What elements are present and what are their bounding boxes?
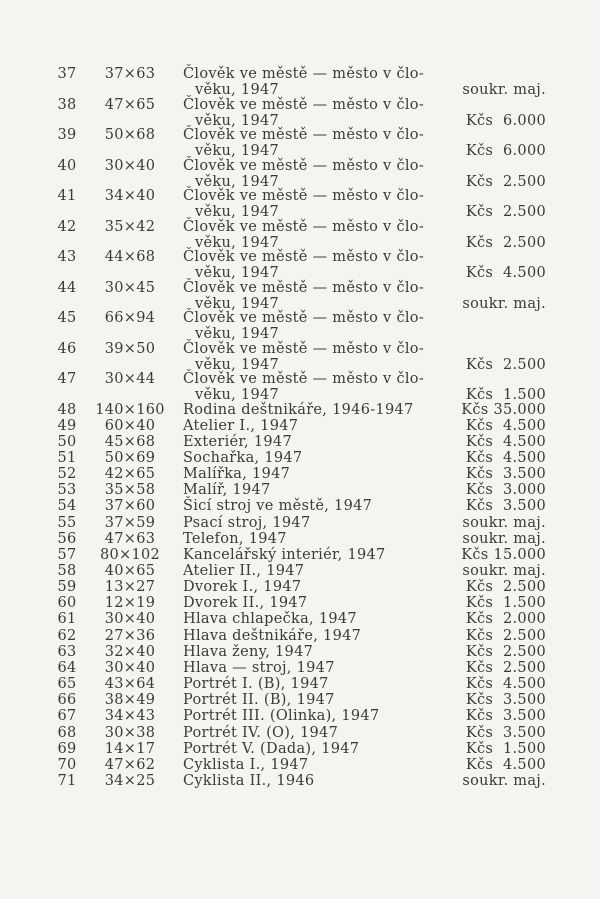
entry-dimensions: 66×94 xyxy=(104,310,156,326)
entry-dimensions: 30×40 xyxy=(104,157,156,174)
entry-title xyxy=(183,249,424,281)
entry-title-line-1: Hlava — stroj, 1947 xyxy=(183,659,335,676)
entry-dimensions: 37×63 xyxy=(104,66,156,82)
entry-title xyxy=(183,219,424,251)
entry-title-line-1: Telefon, 1947 xyxy=(183,530,287,547)
entry-title xyxy=(183,660,335,676)
entry-title xyxy=(183,97,424,129)
entry-title xyxy=(183,725,338,741)
entry-title-line-1: Kancelářský interiér, 1947 xyxy=(183,546,386,563)
entry-price: Kčs 4.500 xyxy=(465,676,546,693)
entry-title-line-1: Dvorek I., 1947 xyxy=(183,579,302,596)
entry-number: 62 xyxy=(57,627,77,644)
entry-title-line-2: věku, 1947 xyxy=(195,295,280,312)
entry-title xyxy=(183,498,372,514)
entry-title-line-1: Malířka, 1947 xyxy=(183,466,291,483)
entry-dimensions: 34×25 xyxy=(104,772,156,789)
entry-title-line-1: Hlava deštnikáře, 1947 xyxy=(183,627,362,644)
entry-number: 52 xyxy=(57,466,77,483)
entry-dimensions: 45×68 xyxy=(104,433,156,450)
entry-dimensions: 30×40 xyxy=(104,659,156,676)
entry-title-line-1: Člověk ve městě — město v člo- xyxy=(183,371,425,387)
entry-dimensions: 34×43 xyxy=(104,708,156,725)
entry-dimensions: 30×40 xyxy=(104,611,156,628)
entry-title xyxy=(183,628,361,644)
entry-number: 40 xyxy=(57,157,77,174)
entry-title-line-2: věku, 1947 xyxy=(195,326,280,342)
entry-price: Kčs 3.500 xyxy=(465,466,546,483)
entry-dimensions: 44×68 xyxy=(104,249,156,265)
entry-title xyxy=(183,579,301,595)
entry-title-line-1: Člověk ve městě — město v člo- xyxy=(183,310,425,326)
entry-number: 68 xyxy=(57,724,77,741)
entry-title-line-1: Člověk ve městě — město v člo- xyxy=(183,157,425,174)
entry-title-line-1: Portrét V. (Dada), 1947 xyxy=(183,740,360,757)
entry-title xyxy=(183,188,424,220)
entry-title-line-2: věku, 1947 xyxy=(195,143,280,159)
entry-title-line-1: Člověk ve městě — město v člo- xyxy=(183,279,425,296)
entry-number: 50 xyxy=(57,433,77,450)
entry-dimensions: 32×40 xyxy=(104,643,156,660)
entry-number: 60 xyxy=(57,595,77,612)
entry-title-line-1: Portrét I. (B), 1947 xyxy=(183,676,329,693)
entry-number: 48 xyxy=(57,401,77,418)
entry-title-line-1: Psací stroj, 1947 xyxy=(183,514,311,531)
entry-title-line-1: Cyklista I., 1947 xyxy=(183,756,309,773)
entry-dimensions: 80×102 xyxy=(99,546,161,563)
entry-number: 58 xyxy=(57,563,77,579)
entry-title xyxy=(183,611,357,627)
entry-number: 69 xyxy=(57,740,77,757)
entry-title xyxy=(183,450,302,466)
entry-number: 43 xyxy=(57,249,77,265)
entry-number: 65 xyxy=(57,676,77,693)
entry-title-line-2: věku, 1947 xyxy=(195,82,280,98)
entry-title xyxy=(183,127,424,159)
entry-number: 49 xyxy=(57,417,77,434)
entry-number: 56 xyxy=(57,530,77,547)
entry-number: 70 xyxy=(57,756,77,773)
entry-title xyxy=(183,402,414,418)
entry-dimensions: 35×42 xyxy=(104,218,156,235)
entry-title-line-1: Člověk ve městě — město v člo- xyxy=(183,218,425,235)
entry-title-line-1: Portrét III. (Olinka), 1947 xyxy=(183,708,380,725)
entry-number: 55 xyxy=(57,514,77,531)
entry-title-line-1: Člověk ve městě — město v člo- xyxy=(183,66,425,82)
entry-title xyxy=(183,595,307,611)
entry-title-line-1: Atelier II., 1947 xyxy=(183,563,305,579)
entry-price: Kčs 4.500 xyxy=(465,756,546,773)
entry-title-line-1: Cyklista II., 1946 xyxy=(183,772,315,789)
entry-title xyxy=(183,676,329,692)
entry-dimensions: 30×45 xyxy=(104,279,156,296)
entry-title-line-1: Šicí stroj ve městě, 1947 xyxy=(183,498,373,515)
entry-title-line-2: věku, 1947 xyxy=(195,387,280,403)
entry-number: 42 xyxy=(57,218,77,235)
entry-number: 66 xyxy=(57,692,77,709)
entry-number: 51 xyxy=(57,449,77,466)
entry-price: soukr. maj. xyxy=(462,295,546,312)
entry-title-line-1: Člověk ve městě — město v člo- xyxy=(183,249,425,265)
entry-price: soukr. maj. xyxy=(462,563,546,579)
entry-price: Kčs 3.000 xyxy=(465,482,546,499)
entry-price: Kčs 1.500 xyxy=(465,387,546,403)
entry-number: 67 xyxy=(57,708,77,725)
entry-dimensions: 27×36 xyxy=(104,627,156,644)
entry-number: 64 xyxy=(57,659,77,676)
entry-number: 63 xyxy=(57,643,77,660)
entry-number: 38 xyxy=(57,96,77,113)
entry-dimensions: 60×40 xyxy=(104,417,156,434)
entry-price: Kčs 6.000 xyxy=(465,143,546,159)
entry-dimensions: 40×65 xyxy=(104,563,156,579)
entry-title xyxy=(183,466,290,482)
entry-title xyxy=(183,371,424,403)
entry-title xyxy=(183,482,271,498)
entry-title-line-1: Člověk ve městě — město v člo- xyxy=(183,96,425,113)
entry-price: Kčs 3.500 xyxy=(465,692,546,709)
entry-number: 47 xyxy=(57,371,77,387)
entry-price: Kčs 6.000 xyxy=(465,112,546,129)
entry-price: Kčs 2.500 xyxy=(465,659,546,676)
entry-price: Kčs 4.500 xyxy=(465,449,546,466)
entry-title-line-2: věku, 1947 xyxy=(195,204,280,220)
entry-title xyxy=(183,515,310,531)
entry-title xyxy=(183,531,287,547)
entry-price: Kčs 1.500 xyxy=(465,740,546,757)
entry-price: Kčs 2.500 xyxy=(465,234,546,251)
entry-title-line-2: věku, 1947 xyxy=(195,112,280,129)
entry-price: soukr. maj. xyxy=(462,772,546,789)
entry-number: 46 xyxy=(57,340,77,357)
entry-title xyxy=(183,644,313,660)
entry-dimensions: 140×160 xyxy=(95,401,165,418)
entry-title-line-1: Člověk ve městě — město v člo- xyxy=(183,188,425,204)
entry-title-line-1: Člověk ve městě — město v člo- xyxy=(183,127,425,143)
entry-dimensions: 35×58 xyxy=(104,482,156,499)
entry-title-line-1: Portrét IV. (O), 1947 xyxy=(183,724,339,741)
entry-price: Kčs 2.500 xyxy=(465,173,546,190)
entry-number: 37 xyxy=(57,66,77,82)
entry-dimensions: 38×49 xyxy=(104,692,156,709)
entry-title xyxy=(183,418,298,434)
entry-dimensions: 39×50 xyxy=(104,340,156,357)
entry-title xyxy=(183,547,386,563)
entry-number: 71 xyxy=(57,772,77,789)
entry-price: Kčs 3.500 xyxy=(465,498,546,515)
entry-dimensions: 12×19 xyxy=(104,595,156,612)
entry-price: Kčs 2.500 xyxy=(465,204,546,220)
entry-price: Kčs 4.500 xyxy=(465,417,546,434)
entry-price: Kčs 4.500 xyxy=(465,265,546,281)
entry-number: 59 xyxy=(57,579,77,596)
entry-number: 41 xyxy=(57,188,77,204)
entry-number: 39 xyxy=(57,127,77,143)
entry-title xyxy=(183,692,335,708)
entry-price: Kčs 35.000 xyxy=(461,401,546,418)
entry-dimensions: 42×65 xyxy=(104,466,156,483)
entry-title xyxy=(183,563,304,579)
entry-price: Kčs 15.000 xyxy=(461,546,546,563)
entry-dimensions: 47×63 xyxy=(104,530,156,547)
entry-price: Kčs 4.500 xyxy=(465,433,546,450)
entry-title-line-1: Sochařka, 1947 xyxy=(183,449,303,466)
entry-title-line-1: Malíř, 1947 xyxy=(183,482,271,499)
entry-price: soukr. maj. xyxy=(462,530,546,547)
entry-price: Kčs 2.500 xyxy=(465,579,546,596)
entry-dimensions: 30×44 xyxy=(104,371,156,387)
entry-title-line-1: Hlava chlapečka, 1947 xyxy=(183,611,357,628)
entry-dimensions: 37×60 xyxy=(104,498,156,515)
entry-number: 44 xyxy=(57,279,77,296)
entry-title-line-2: věku, 1947 xyxy=(195,173,280,190)
entry-title-line-2: věku, 1947 xyxy=(195,356,280,373)
entry-number: 61 xyxy=(57,611,77,628)
entry-title xyxy=(183,773,314,789)
entry-title-line-2: věku, 1947 xyxy=(195,265,280,281)
entry-title-line-2: věku, 1947 xyxy=(195,234,280,251)
entry-title-line-1: Hlava ženy, 1947 xyxy=(183,643,314,660)
entry-title xyxy=(183,708,379,724)
entry-dimensions: 30×38 xyxy=(104,724,156,741)
entry-price: Kčs 2.500 xyxy=(465,627,546,644)
entry-title xyxy=(183,434,292,450)
entry-price: Kčs 2.500 xyxy=(465,356,546,373)
entry-price: Kčs 3.500 xyxy=(465,708,546,725)
entry-dimensions: 34×40 xyxy=(104,188,156,204)
entry-price: Kčs 2.500 xyxy=(465,643,546,660)
entry-title xyxy=(183,158,424,190)
entry-title xyxy=(183,757,308,773)
entry-title xyxy=(183,280,424,312)
entry-price: soukr. maj. xyxy=(462,82,546,98)
entry-dimensions: 13×27 xyxy=(104,579,156,596)
entry-dimensions: 50×68 xyxy=(104,127,156,143)
entry-title-line-1: Exteriér, 1947 xyxy=(183,433,292,450)
entry-price: soukr. maj. xyxy=(462,514,546,531)
entry-number: 53 xyxy=(57,482,77,499)
entry-title-line-1: Rodina deštnikáře, 1946-1947 xyxy=(183,401,414,418)
entry-dimensions: 50×69 xyxy=(104,449,156,466)
entry-title xyxy=(183,310,424,342)
entry-dimensions: 37×59 xyxy=(104,514,156,531)
entry-number: 45 xyxy=(57,310,77,326)
entry-title xyxy=(183,341,424,373)
entry-dimensions: 43×64 xyxy=(104,676,156,693)
entry-price: Kčs 3.500 xyxy=(465,724,546,741)
entry-title-line-1: Dvorek II., 1947 xyxy=(183,595,308,612)
entry-number: 54 xyxy=(57,498,77,515)
entry-dimensions: 47×62 xyxy=(104,756,156,773)
entry-title-line-1: Portrét II. (B), 1947 xyxy=(183,692,335,709)
entry-title-line-1: Atelier I., 1947 xyxy=(183,417,299,434)
entry-number: 57 xyxy=(57,546,77,563)
entry-title xyxy=(183,66,424,98)
entry-dimensions: 14×17 xyxy=(104,740,156,757)
entry-price: Kčs 2.000 xyxy=(465,611,546,628)
entry-price: Kčs 1.500 xyxy=(465,595,546,612)
entry-title xyxy=(183,741,359,757)
entry-title-line-1: Člověk ve městě — město v člo- xyxy=(183,340,425,357)
entry-dimensions: 47×65 xyxy=(104,96,156,113)
